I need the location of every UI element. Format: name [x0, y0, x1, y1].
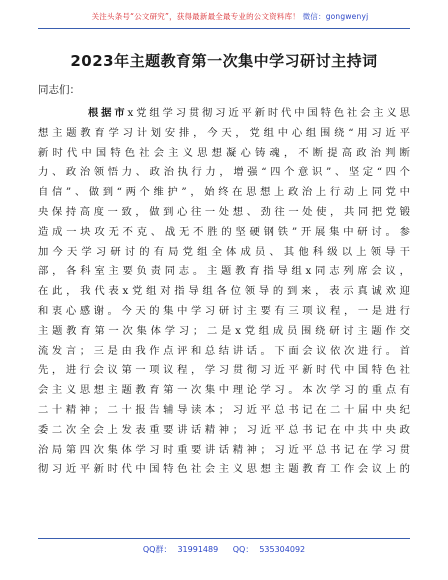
footer-contact-line	[60, 544, 388, 555]
body-lead-bold: 根据市	[88, 107, 128, 119]
header-divider	[38, 28, 410, 29]
body-line-text: x党组学习贯彻习近平新时代中国特色社会主义思	[127, 107, 410, 119]
footer-qq	[230, 545, 308, 554]
body-line: 和衷心感谢。今天的集中学习研讨主要有三项议程，一是进行	[38, 304, 410, 317]
header-promo-line	[60, 11, 400, 22]
body-line	[38, 104, 410, 124]
body-line: 二十精神；二十报告辅导读本；习近平总书记在二十届中央纪	[38, 403, 410, 416]
body-line: 先，进行会议第一项议程，学习贯彻习近平新时代中国特色社	[38, 364, 410, 377]
body-line: 会主义思想主题教育第一次集中理论学习。本次学习的重点有	[38, 384, 410, 397]
body-line: 部，各科室主要负责同志。主题教育指导组x同志列席会议，	[38, 265, 410, 278]
body-line: 加今天学习研讨的有局党组全体成员、其他科级以上领导干	[38, 245, 410, 258]
body-line: 央保持高度一致，做到心往一处想、劲往一处使，共同把党锻	[38, 205, 410, 218]
footer-qq-label: QQ：	[232, 545, 254, 554]
body-line: 在此，我代表x党组对指导组各位领导的到来，表示真诚欢迎	[38, 285, 410, 298]
body-line: 委二次全会上发表重要讲话精神；习近平总书记在中共中央政	[38, 423, 410, 436]
footer-qq-group	[140, 545, 221, 554]
salutation: 同志们：	[38, 84, 80, 96]
footer-qq-group-label: QQ群：	[142, 545, 172, 554]
document-title: 2023年主题教育第一次集中学习研讨主持词	[70, 52, 378, 70]
body-line: 新时代中国特色社会主义思想凝心铸魂，不断提高政治判断	[38, 146, 410, 159]
footer-divider	[38, 538, 410, 539]
body-line: 想主题教育学习计划安排，今天，党组中心组围绕“用习近平	[38, 126, 410, 139]
header-wechat-id: gongwenyj	[325, 12, 369, 21]
body-line: 流发言；三是由我作点评和总结讲话。下面会议依次进行。首	[38, 344, 410, 357]
header-promo-text: 关注头条号“公文研究”，获得最新最全最专业的公文资料库！	[91, 12, 300, 21]
header-wechat-label: 微信：	[302, 12, 326, 21]
body-line: 力、政治领悟力、政治执行力，增强“四个意识”、坚定“四个	[38, 166, 410, 179]
footer-qq-group-number: 31991489	[177, 545, 219, 554]
body-line: 自信”、做到“两个维护”，始终在思想上政治上行动上同党中	[38, 186, 410, 199]
body-line: 彻习近平新时代中国特色社会主义思想主题教育工作会议上的	[38, 463, 410, 476]
body-line: 治局第四次集体学习时重要讲话精神；习近平总书记在学习贯	[38, 443, 410, 456]
body-line: 造成一块攻无不克、战无不胜的坚硬钢铁”开展集中研讨。参	[38, 225, 410, 238]
document-body	[38, 104, 410, 480]
body-line: 主题教育第一次集体学习；二是x党组成员围绕研讨主题作交	[38, 324, 410, 337]
footer-qq-number: 535304092	[259, 545, 306, 554]
